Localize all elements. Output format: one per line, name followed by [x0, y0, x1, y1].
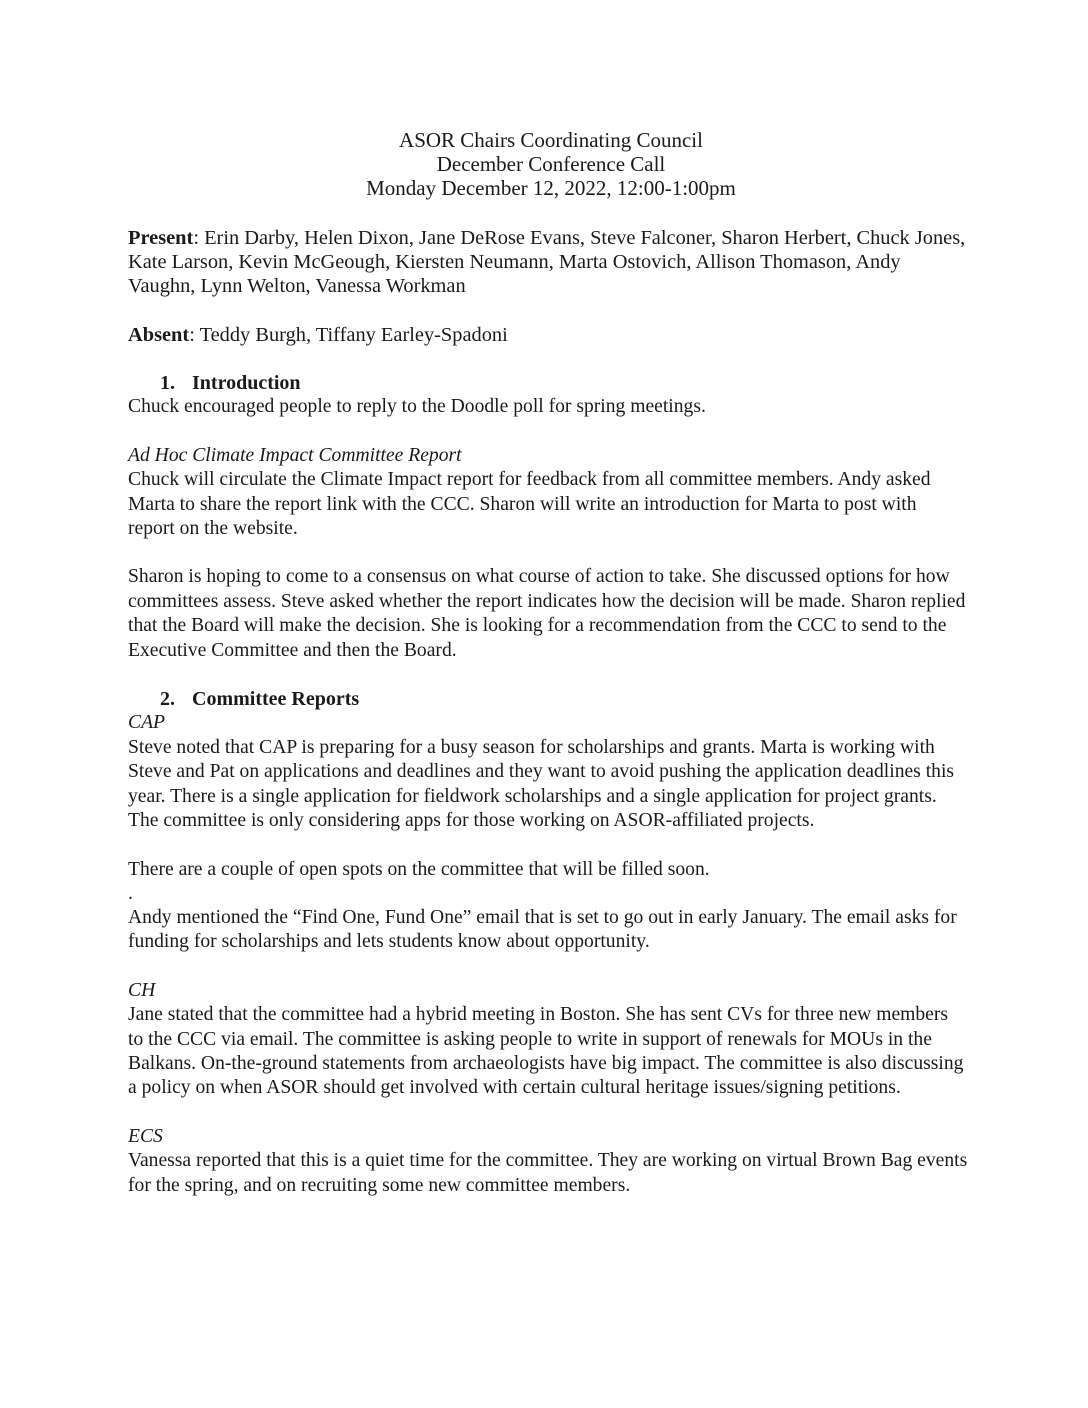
title-line-1: ASOR Chairs Coordinating Council	[399, 128, 703, 152]
title-line-3: Monday December 12, 2022, 12:00-1:00pm	[366, 176, 736, 200]
section-heading-committee-reports	[160, 687, 968, 711]
section-number: 2.	[160, 688, 175, 711]
section-title: Introduction	[192, 372, 301, 394]
subheading-ecs: ECS	[128, 1125, 163, 1147]
section-heading-introduction	[160, 371, 968, 395]
section-number: 1.	[160, 372, 175, 394]
section-title: Committee Reports	[192, 688, 360, 711]
absent-label: Absent	[128, 324, 190, 346]
subheading-ch: CH	[128, 979, 156, 1001]
cap-paragraph-1: Steve noted that CAP is preparing for a busy season for scholarships and grants. Marta is working with Steve and Pat on applications and deadlines and they want to avoid pushing the application deadlines this year. There is a single application for fieldwork scholarships and a single application for project grants. The committee is only considering apps for those working on ASOR-affiliated projects.	[128, 736, 955, 832]
climate-paragraph-1: Chuck will circulate the Climate Impact report for feedback from all committee members. Andy asked Marta to share the report link with the CCC. Sharon will write an introduction for Marta to post with report on the website.	[128, 469, 931, 540]
absent-names: : Teddy Burgh, Tiffany Earley-Spadoni	[189, 324, 508, 346]
cap-paragraph-3: Andy mentioned the “Find One, Fund One” email that is set to go out in early January. The email asks for funding for scholarships and lets students know about opportunity.	[128, 906, 957, 953]
introduction-text: Chuck encouraged people to reply to the Doodle poll for spring meetings.	[128, 396, 706, 418]
document-title	[0, 128, 1088, 200]
title-line-2: December Conference Call	[436, 152, 666, 176]
document-body	[128, 226, 968, 1198]
cap-paragraph-2: There are a couple of open spots on the committee that will be filled soon.	[128, 858, 710, 880]
ch-paragraph: Jane stated that the committee had a hybrid meeting in Boston. She has sent CVs for three new members to the CCC via email. The committee is asking people to write in support of renewals for MOUs in the Balkans. On-the-ground statements from archaeologists have big impact. The committee is also discussing a policy on when ASOR should get involved with certain cultural heritage issues/signing petitions.	[128, 1004, 964, 1099]
ecs-paragraph: Vanessa reported that this is a quiet time for the committee. They are working on virtual Brown Bag events for the spring, and on recruiting some new committee members.	[128, 1150, 968, 1196]
present-names: : Erin Darby, Helen Dixon, Jane DeRose Evans, Steve Falconer, Sharon Herbert, Chuck Jones, Kate Larson, Kevin McGeough, Kiersten Neumann, Marta Ostovich, Allison Thomason, Andy Vaughn, Lynn Welton, Vanessa Workman	[128, 227, 966, 297]
climate-paragraph-2: Sharon is hoping to come to a consensus on what course of action to take. She discussed options for how committees assess. Steve asked whether the report indicates how the decision will be made. Sharon replied that the Board will make the decision. She is looking for a recommendation from the CCC to send to the Executive Committee and then the Board.	[128, 566, 966, 661]
subheading-cap: CAP	[128, 712, 166, 734]
stray-period: .	[128, 882, 133, 904]
absent-paragraph	[128, 323, 968, 347]
subheading-climate-report: Ad Hoc Climate Impact Committee Report	[128, 444, 462, 466]
present-paragraph	[128, 226, 968, 298]
present-label: Present	[128, 227, 194, 249]
